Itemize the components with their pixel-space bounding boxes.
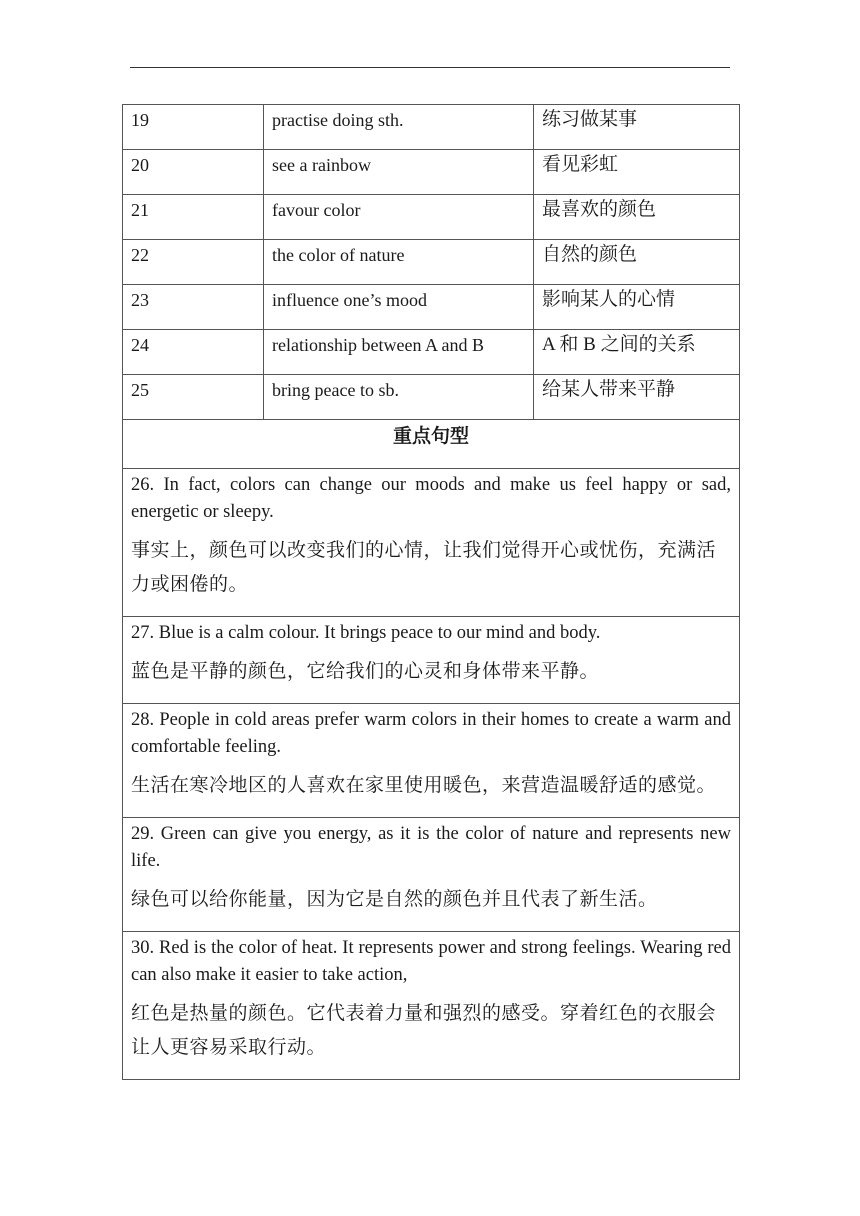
- row-number-cell: 24: [123, 330, 264, 375]
- sentence-chinese: 绿色可以给你能量，因为它是自然的颜色并且代表了新生活。: [131, 889, 658, 910]
- phrase-english-cell: the color of nature: [264, 240, 534, 285]
- sentence-row: [123, 704, 740, 818]
- row-number-cell: 22: [123, 240, 264, 285]
- phrase-english-cell: see a rainbow: [264, 150, 534, 195]
- phrase-chinese-cell: 最喜欢的颜色: [534, 195, 740, 240]
- sentence-cell: [123, 932, 740, 1080]
- phrase-english-cell: relationship between A and B: [264, 330, 534, 375]
- table-row: [123, 195, 740, 240]
- sentence-chinese: 生活在寒冷地区的人喜欢在家里使用暖色，来营造温暖舒适的感觉。: [131, 775, 717, 796]
- row-number-cell: 19: [123, 105, 264, 150]
- row-number-cell: 20: [123, 150, 264, 195]
- row-number-cell: 23: [123, 285, 264, 330]
- table-row: [123, 150, 740, 195]
- sentence-chinese: 事实上，颜色可以改变我们的心情，让我们觉得开心或忧伤，充满活力或困倦的。: [131, 540, 717, 595]
- table-row: [123, 330, 740, 375]
- section-header-row: [123, 420, 740, 469]
- section-title: 重点句型: [123, 420, 740, 469]
- header-rule: [130, 67, 730, 68]
- table-row: [123, 105, 740, 150]
- sentence-english: 27. Blue is a calm colour. It brings peace to our mind and body.: [131, 623, 601, 643]
- sentence-english: 30. Red is the color of heat. It represents power and strong feelings. Wearing red can also make it easier to take action,: [131, 938, 731, 985]
- phrase-english-cell: bring peace to sb.: [264, 375, 534, 420]
- sentence-chinese: 蓝色是平静的颜色，它给我们的心灵和身体带来平静。: [131, 661, 600, 682]
- sentence-row: [123, 617, 740, 704]
- sentence-english: 26. In fact, colors can change our moods and make us feel happy or sad, energetic or sleepy.: [131, 475, 731, 522]
- phrase-chinese-cell: 练习做某事: [534, 105, 740, 150]
- phrase-chinese-cell: 给某人带来平静: [534, 375, 740, 420]
- row-number-cell: 25: [123, 375, 264, 420]
- sentence-row: [123, 932, 740, 1080]
- phrase-english-cell: favour color: [264, 195, 534, 240]
- phrase-chinese-cell: 影响某人的心情: [534, 285, 740, 330]
- table-row: [123, 240, 740, 285]
- sentence-english: 29. Green can give you energy, as it is the color of nature and represents new life.: [131, 824, 731, 871]
- sentence-row: [123, 469, 740, 617]
- sentence-cell: [123, 704, 740, 818]
- phrase-chinese-cell: 自然的颜色: [534, 240, 740, 285]
- sentence-chinese: 红色是热量的颜色。它代表着力量和强烈的感受。穿着红色的衣服会让人更容易采取行动。: [131, 1003, 717, 1058]
- sentence-cell: [123, 818, 740, 932]
- row-number-cell: 21: [123, 195, 264, 240]
- vocabulary-table: [122, 104, 740, 1080]
- table-row: [123, 285, 740, 330]
- phrase-chinese-cell: 看见彩虹: [534, 150, 740, 195]
- phrase-english-cell: practise doing sth.: [264, 105, 534, 150]
- sentence-cell: [123, 469, 740, 617]
- sentence-english: 28. People in cold areas prefer warm colors in their homes to create a warm and comfortable feeling.: [131, 710, 731, 757]
- phrase-english-cell: influence one’s mood: [264, 285, 534, 330]
- sentence-row: [123, 818, 740, 932]
- table-row: [123, 375, 740, 420]
- phrase-chinese-cell: A 和 B 之间的关系: [534, 330, 740, 375]
- sentence-cell: [123, 617, 740, 704]
